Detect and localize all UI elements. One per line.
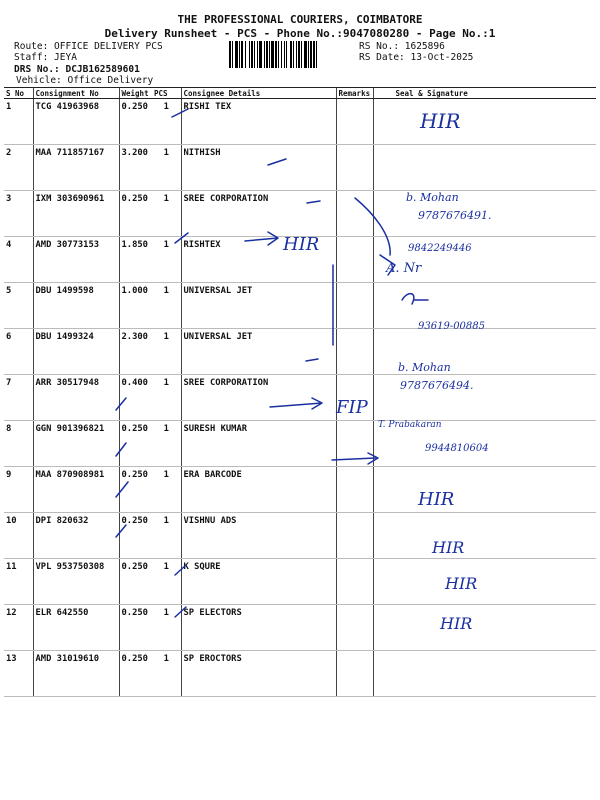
rs-date: RS Date: 13-Oct-2025 [359, 52, 474, 63]
company-title: THE PROFESSIONAL COURIERS, COIMBATORE [177, 13, 423, 26]
table-row [4, 329, 596, 375]
sig-hir-11: HIR [432, 538, 465, 557]
cell-signature [373, 559, 596, 605]
cell-pcs: 1 [152, 99, 181, 145]
cell-remarks [336, 99, 373, 145]
cell-consignee: K SQURE [181, 559, 336, 605]
cell-pcs: 1 [152, 283, 181, 329]
sig-hir-12: HIR [445, 574, 478, 593]
table-row [4, 467, 596, 513]
cell-remarks [336, 467, 373, 513]
sig-hir-10: HIR [418, 489, 455, 510]
cell-consignment: GGN 901396821 [33, 421, 119, 467]
cell-weight: 0.250 [119, 99, 152, 145]
cell-sno: 1 [4, 99, 33, 145]
cell-sno: 10 [4, 513, 33, 559]
cell-remarks [336, 605, 373, 651]
cell-weight: 2.300 [119, 329, 152, 375]
cell-weight: 0.250 [119, 651, 152, 697]
cell-pcs: 1 [152, 375, 181, 421]
cell-pcs: 1 [152, 191, 181, 237]
cell-consignee: SP EROCTORS [181, 651, 336, 697]
cell-consignment: DBU 1499324 [33, 329, 119, 375]
table-row [4, 651, 596, 697]
cell-consignment: DPI 820632 [33, 513, 119, 559]
cell-remarks [336, 191, 373, 237]
cell-sno: 2 [4, 145, 33, 191]
cell-sno: 11 [4, 559, 33, 605]
delivery-table [4, 87, 596, 697]
table-row [4, 283, 596, 329]
cell-consignment: MAA 870908981 [33, 467, 119, 513]
cell-consignment: ARR 30517948 [33, 375, 119, 421]
sig-phone-3: 9787676491. [418, 209, 492, 222]
cell-weight: 0.400 [119, 375, 152, 421]
cell-remarks [336, 375, 373, 421]
table-row [4, 559, 596, 605]
col-remarks: Remarks [336, 88, 373, 99]
cell-signature [373, 99, 596, 145]
sig-hir-4: HIR [283, 234, 320, 255]
cell-signature [373, 605, 596, 651]
cell-sno: 7 [4, 375, 33, 421]
cell-remarks [336, 513, 373, 559]
cell-consignee: RISHTEX [181, 237, 336, 283]
rs-number: RS No.: 1625896 [359, 41, 445, 52]
cell-consignee: UNIVERSAL JET [181, 329, 336, 375]
sig-phone-9: 9944810604 [425, 443, 489, 454]
col-consignee: Consignee Details [181, 88, 336, 99]
cell-remarks [336, 237, 373, 283]
cell-pcs: 1 [152, 329, 181, 375]
table-row [4, 191, 596, 237]
col-weight: Weight [119, 88, 152, 99]
cell-weight: 1.000 [119, 283, 152, 329]
cell-consignee: ERA BARCODE [181, 467, 336, 513]
cell-signature [373, 421, 596, 467]
cell-weight: 0.250 [119, 467, 152, 513]
cell-sno: 4 [4, 237, 33, 283]
sig-initials-5: A. Nr [386, 261, 422, 276]
cell-consignee: VISHNU ADS [181, 513, 336, 559]
cell-consignee: UNIVERSAL JET [181, 283, 336, 329]
col-consignment: Consignment No [33, 88, 119, 99]
cell-consignment: VPL 953750308 [33, 559, 119, 605]
cell-weight: 0.250 [119, 559, 152, 605]
cell-signature [373, 283, 596, 329]
cell-remarks [336, 559, 373, 605]
cell-signature [373, 145, 596, 191]
sig-hir-13: HIR [440, 614, 473, 633]
cell-consignee: SP ELECTORS [181, 605, 336, 651]
cell-weight: 0.250 [119, 513, 152, 559]
cell-weight: 0.250 [119, 605, 152, 651]
vehicle-label: Vehicle: Office Delivery [16, 75, 154, 86]
route-label: Route: OFFICE DELIVERY PCS [14, 41, 163, 52]
sig-name-7: b. Mohan [398, 361, 451, 374]
cell-signature [373, 375, 596, 421]
cell-remarks [336, 421, 373, 467]
cell-sno: 3 [4, 191, 33, 237]
table-row [4, 145, 596, 191]
cell-remarks [336, 283, 373, 329]
cell-consignee: RISHI TEX [181, 99, 336, 145]
cell-pcs: 1 [152, 513, 181, 559]
cell-weight: 1.850 [119, 237, 152, 283]
cell-sno: 8 [4, 421, 33, 467]
cell-pcs: 1 [152, 605, 181, 651]
cell-weight: 0.250 [119, 421, 152, 467]
cell-sno: 12 [4, 605, 33, 651]
cell-pcs: 1 [152, 421, 181, 467]
cell-remarks [336, 145, 373, 191]
cell-consignment: AMD 30773153 [33, 237, 119, 283]
cell-weight: 0.250 [119, 191, 152, 237]
cell-remarks [336, 329, 373, 375]
table-row [4, 605, 596, 651]
cell-consignment: TCG 41963968 [33, 99, 119, 145]
cell-pcs: 1 [152, 237, 181, 283]
barcode-icon [229, 41, 353, 68]
cell-signature [373, 467, 596, 513]
cell-consignment: DBU 1499598 [33, 283, 119, 329]
cell-consignment: IXM 303690961 [33, 191, 119, 237]
sig-phone-4: 9842249446 [408, 243, 472, 254]
cell-weight: 3.200 [119, 145, 152, 191]
sig-phone-6: 93619-00885 [418, 321, 486, 332]
cell-sno: 6 [4, 329, 33, 375]
sig-name-3: b. Mohan [406, 191, 459, 204]
cell-consignment: ELR 642550 [33, 605, 119, 651]
sig-hir-1: HIR [420, 109, 461, 133]
col-signature: Seal & Signature [373, 88, 596, 99]
cell-consignee: SREE CORPORATION [181, 375, 336, 421]
cell-consignee: NITHISH [181, 145, 336, 191]
cell-remarks [336, 651, 373, 697]
sig-fip-8: FIP [336, 397, 368, 418]
table-row [4, 375, 596, 421]
cell-pcs: 1 [152, 145, 181, 191]
sig-name-9: T. Prabakaran [378, 420, 442, 430]
cell-pcs: 1 [152, 651, 181, 697]
cell-signature [373, 513, 596, 559]
table-row [4, 237, 596, 283]
sig-phone-7: 9787676494. [400, 379, 474, 392]
table-header-row [4, 88, 596, 99]
cell-sno: 9 [4, 467, 33, 513]
cell-consignee: SURESH KUMAR [181, 421, 336, 467]
col-pcs: PCS [152, 88, 181, 99]
col-sno: S No [4, 88, 33, 99]
table-row [4, 99, 596, 145]
staff-label: Staff: JEYA [14, 52, 77, 63]
table-row [4, 513, 596, 559]
cell-signature [373, 651, 596, 697]
cell-consignment: AMD 31019610 [33, 651, 119, 697]
cell-pcs: 1 [152, 467, 181, 513]
table-row [4, 421, 596, 467]
runsheet-subtitle: Delivery Runsheet - PCS - Phone No.:9047080280 - Page No.:1 [104, 27, 496, 40]
cell-consignee: SREE CORPORATION [181, 191, 336, 237]
cell-sno: 5 [4, 283, 33, 329]
cell-sno: 13 [4, 651, 33, 697]
cell-signature [373, 329, 596, 375]
drs-number: DRS No.: DCJB162589601 [14, 64, 140, 75]
cell-consignment: MAA 711857167 [33, 145, 119, 191]
cell-signature [373, 237, 596, 283]
cell-signature [373, 191, 596, 237]
cell-pcs: 1 [152, 559, 181, 605]
